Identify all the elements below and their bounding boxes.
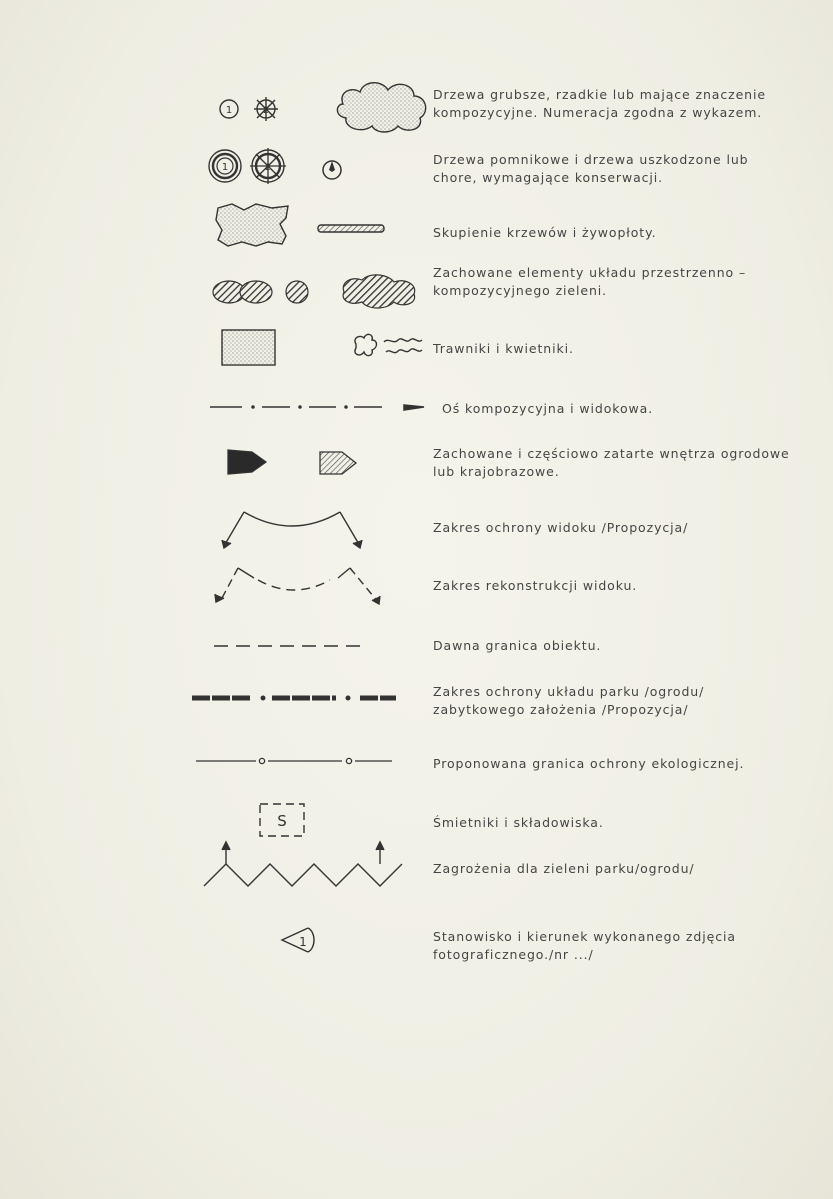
legend-text-park-protection: Zakres ochrony układu parku /ogrodu/ zabytkowego założenia /Propozycja/ [433, 684, 705, 717]
legend-text-preserved-elements: Zachowane elementy układu przestrzenno – kompozycyjnego zieleni. [433, 265, 747, 298]
legend-text-dumps: Śmietniki i składowiska. [433, 815, 604, 830]
symbol-axis [210, 405, 424, 410]
symbol-park-protection [192, 696, 396, 700]
damaged-tree-number-2: 2 [265, 163, 271, 173]
symbol-photo-station [282, 928, 314, 952]
symbol-view-reconstruction [215, 568, 380, 604]
symbol-trees-thick [220, 83, 426, 132]
symbol-interiors [228, 450, 356, 474]
monument-tree-number-1: 1 [221, 162, 229, 173]
reconstruction-arc-icon [258, 580, 330, 590]
preserved-cluster-icon [343, 275, 415, 308]
shrub-cluster-icon [216, 204, 288, 246]
hedge-icon [318, 225, 384, 232]
legend-text-axis: Oś kompozycyjna i widokowa. [442, 401, 654, 416]
legend-text-trees-thick: Drzewa grubsze, rzadkie lub mające znaczenie kompozycyjne. Numeracja zgodna z wykazem. [433, 87, 766, 120]
blurred-interior-arrow-icon [320, 452, 356, 474]
photo-number: 1 [299, 935, 307, 949]
symbol-lawns [222, 330, 422, 365]
symbol-preserved-elements [213, 275, 415, 308]
legend-text-ecological-boundary: Proponowana granica ochrony ekologicznej. [433, 756, 745, 771]
legend-text-interiors: Zachowane i częściowo zatarte wnętrza ogrodowe lub krajobrazowe. [433, 446, 790, 479]
legend-text-photo-station: Stanowisko i kierunek wykonanego zdjęcia fotograficznego./nr .../ [433, 929, 736, 962]
legend-text-shrubs: Skupienie krzewów i żywopłoty. [433, 225, 657, 240]
flowerbed-icon [355, 334, 377, 355]
legend-text-trees-monument: Drzewa pomnikowe i drzewa uszkodzone lub chore, wymagające konserwacji. [433, 152, 749, 185]
symbol-dumps [260, 804, 304, 836]
symbol-shrubs [216, 204, 384, 246]
legend-text-view-reconstruction: Zakres rekonstrukcji widoku. [433, 578, 638, 593]
threat-zigzag-icon [204, 864, 402, 886]
tree-cluster-cloud-icon [337, 83, 425, 132]
lawn-icon [222, 330, 275, 365]
tree-number-2: 2 [263, 106, 269, 116]
symbol-ecological-boundary [196, 758, 392, 763]
view-arc-icon [244, 512, 340, 526]
legend-text-former-boundary: Dawna granica obiektu. [433, 638, 602, 653]
tree-number-1: 1 [225, 105, 233, 116]
symbol-view-protection [222, 512, 362, 548]
preserved-interior-arrow-icon [228, 450, 266, 474]
dump-letter: S [277, 812, 287, 830]
symbol-trees-monument [209, 148, 341, 184]
legend-text-lawns: Trawniki i kwietniki. [433, 341, 574, 356]
legend-text-threats: Zagrożenia dla zieleni parku/ogrodu/ [433, 861, 695, 876]
symbol-threats [204, 842, 402, 886]
preserved-tree-icon [286, 281, 308, 303]
legend-text-view-protection: Zakres ochrony widoku /Propozycja/ [433, 520, 689, 535]
axis-arrow-icon [404, 405, 424, 410]
